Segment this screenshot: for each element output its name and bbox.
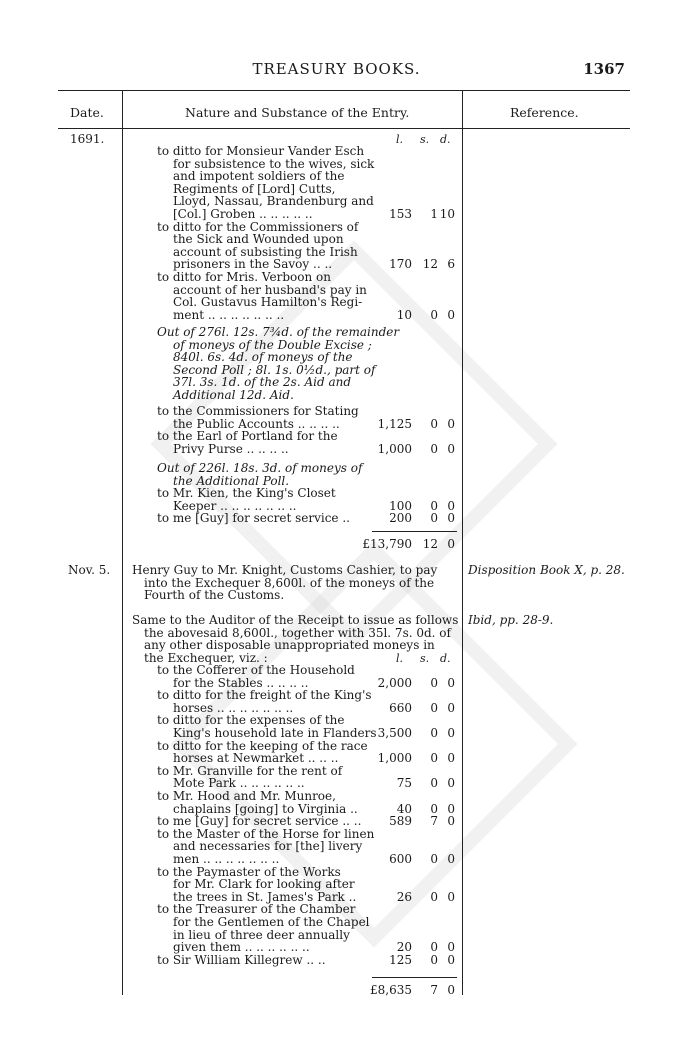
e1-amt-4-shillings: 0 [430,441,438,456]
e1-amt-5-shillings: 0 [430,498,438,513]
e3-amt-3-pence: 0 [447,751,455,766]
e3-amt-10-shillings: 0 [430,952,438,967]
e1-italic-line: Second Poll ; 8l. 1s. 0½d., part of [173,362,376,377]
e3-amt-1-shillings: 0 [430,700,438,715]
e3-amt-1-pounds: 660 [389,700,412,715]
e1-amt-4-pounds: 1,000 [377,441,412,456]
e3-d-head: d. [440,652,451,665]
e3-item-line: to the Paymaster of the Works [157,864,341,879]
e3-item-line: in lieu of three deer annually [173,927,350,942]
e3-amt-9-pounds: 20 [396,940,412,955]
e1-line: Regiments of [Lord] Cutts, [173,181,336,196]
e3-amt-3-pounds: 1,000 [377,751,412,766]
e1-line: to the Earl of Portland for the [157,429,338,444]
col-rule-date [122,90,123,995]
e3-l-head: l. [396,652,404,665]
e1-amt-1-shillings: 12 [422,257,438,272]
e1-italic-line: Out of 226l. 18s. 3d. of moneys of [157,461,363,475]
e3-item-line: men .. .. .. .. .. .. .. [173,852,280,866]
e3-amt-1-pence: 0 [447,700,455,715]
e3-amt-4-shillings: 0 [430,776,438,791]
e3-item-line: for the Stables .. .. .. .. [173,675,309,690]
e1-amt-1-pence: 6 [447,257,455,272]
e1-line: ment .. .. .. .. .. .. .. [173,307,285,322]
e1-line: Lloyd, Nassau, Brandenburg and [173,194,374,209]
e3-amt-8-pence: 0 [447,889,455,904]
e1-d-head: d. [440,133,451,146]
e1-line: the Sick and Wounded upon [173,232,344,247]
e3-item-line: to me [Guy] for secret service .. .. [157,814,362,829]
e3-amt-5-shillings: 0 [430,801,438,816]
e2-line: into the Exchequer 8,600l. of the moneys of the [144,575,435,590]
e3-amt-5-pence: 0 [447,801,455,816]
e1-amt-2-shillings: 0 [430,307,438,322]
e1-total-shillings: 12 [422,537,438,551]
running-head: TREASURY BOOKS. [252,60,421,78]
e1-line: to the Commissioners for Stating [157,404,359,418]
e1-italic-line: Out of 276l. 12s. 7¾d. of the remainder [157,325,400,339]
e3-item-line: to ditto for the expenses of the [157,713,345,728]
e3-item-line: to Mr. Granville for the rent of [157,763,343,778]
e1-total-pence: 0 [447,537,455,551]
e3-item-line: for Mr. Clark for looking after [173,877,355,892]
e1-amt-6-pounds: 200 [389,511,412,526]
e1-amt-3-pounds: 1,125 [377,416,412,431]
e3-item-line: for the Gentlemen of the Chapel [173,915,370,929]
e3-amt-10-pence: 0 [447,952,455,967]
e1-amt-5-pence: 0 [447,498,455,513]
e3-item-line: to the Treasurer of the Chamber [157,902,356,917]
e3-item-line: to the Master of the Horse for linen [157,826,375,841]
e1-line: prisoners in the Savoy .. .. [173,257,333,272]
e3-amt-7-pence: 0 [447,852,455,866]
col-reference-heading: Reference. [510,105,579,120]
e2-line: Henry Guy to Mr. Knight, Customs Cashier, to pay [132,563,438,577]
e3-amt-5-pounds: 40 [396,801,412,816]
e3-total-pounds: £8,635 [370,983,412,997]
e1-italic-line: the Additional Poll. [173,473,290,488]
e1-amt-6-shillings: 0 [430,511,438,526]
e1-line: to ditto for Mris. Verboon on [157,270,331,284]
e3-item-line: to ditto for the keeping of the race [157,738,368,753]
e3-total-pence: 0 [447,983,455,997]
e3-item-line: given them .. .. .. .. .. .. [173,940,310,955]
e1-amt-2-pence: 0 [447,307,455,322]
e2-date: Nov. 5. [68,563,111,577]
e1-line: Privy Purse .. .. .. .. [173,441,289,456]
e1-line: account of her husband's pay in [173,282,367,297]
e2-line: Fourth of the Customs. [144,588,285,603]
e1-sum-rule [372,531,457,532]
e3-s-head: s. [420,652,430,665]
e1-line: Keeper .. .. .. .. .. .. .. [173,498,297,513]
e3-amt-6-pence: 0 [447,814,455,829]
e1-line: and impotent soldiers of the [173,169,345,184]
e1-line: to ditto for the Commissioners of [157,219,359,234]
e3-amt-7-shillings: 0 [430,852,438,866]
e1-italic-line: 37l. 3s. 1d. of the 2s. Aid and [173,375,352,390]
e3-item-line: and necessaries for [the] livery [173,839,363,854]
e1-line: the Public Accounts .. .. .. .. [173,416,340,431]
e3-amt-8-shillings: 0 [430,889,438,904]
e1-amt-3-shillings: 0 [430,416,438,431]
e3-amt-8-pounds: 26 [396,889,412,904]
e3-item-line: to Mr. Hood and Mr. Munroe, [157,789,336,803]
e3-line: Same to the Auditor of the Receipt to issue as follows [132,613,459,627]
e3-amt-6-pounds: 589 [389,814,412,829]
e3-amt-4-pence: 0 [447,776,455,791]
top-rule [58,90,630,91]
e3-amt-9-pence: 0 [447,940,455,955]
e3-total-shillings: 7 [430,983,438,997]
page-number: 1367 [583,60,625,78]
e3-amt-0-pence: 0 [447,675,455,690]
e1-amt-5-pounds: 100 [389,498,412,513]
e1-line: [Col.] Groben .. .. .. .. .. [173,207,313,221]
e3-item-line: to the Cofferer of the Household [157,663,355,677]
e3-item-line: horses .. .. .. .. .. .. .. [173,700,294,715]
e3-item-line: to ditto for the freight of the King's [157,688,372,703]
e3-item-line: to Sir William Killegrew .. .. [157,952,326,967]
e3-line: the Exchequer, viz. : [144,650,268,665]
e3-amt-2-pence: 0 [447,726,455,740]
e3-sum-rule [372,977,457,978]
e3-amt-10-pounds: 125 [389,952,412,967]
e3-item-line: Mote Park .. .. .. .. .. .. [173,776,305,791]
col-rule-ref [462,90,463,995]
e1-amt-0-pounds: 153 [389,207,412,221]
e3-amt-3-shillings: 0 [430,751,438,766]
e1-line: for subsistence to the wives, sick [173,156,375,171]
e1-l-head: l. [396,133,404,146]
e1-line: Col. Gustavus Hamilton's Regi- [173,295,363,310]
e1-line: to me [Guy] for secret service .. [157,511,350,526]
e3-amt-4-pounds: 75 [396,776,412,791]
e2-reference: Disposition Book X, p. 28. [468,563,625,577]
e1-line: to Mr. Kien, the King's Closet [157,486,336,500]
e1-amt-0-pence: 10 [439,207,455,221]
e1-total-pounds: £13,790 [362,537,412,551]
e1-amt-6-pence: 0 [447,511,455,526]
e3-line: the abovesaid 8,600l., together with 35l. 7s. 0d. of [144,625,451,640]
e1-italic-line: 840l. 6s. 4d. of moneys of the [173,350,353,365]
e3-amt-0-pounds: 2,000 [377,675,412,690]
e1-line: to ditto for Monsieur Vander Esch [157,144,365,158]
e1-amt-2-pounds: 10 [396,307,412,322]
e1-amt-0-shillings: 1 [430,207,438,221]
e3-item-line: the trees in St. James's Park .. [173,889,357,904]
e3-amt-7-pounds: 600 [389,852,412,866]
e3-line: any other disposable unappropriated moneys in [144,638,435,653]
e3-amt-0-shillings: 0 [430,675,438,690]
e1-line: account of subsisting the Irish [173,244,358,259]
e3-amt-9-shillings: 0 [430,940,438,955]
year-date: 1691. [70,132,105,146]
e1-s-head: s. [420,133,430,146]
e1-italic-line: Additional 12d. Aid. [173,388,294,402]
e3-reference: Ibid, pp. 28-9. [468,613,554,627]
e3-amt-6-shillings: 7 [430,814,438,829]
e3-amt-2-pounds: 3,500 [377,726,412,740]
col-date-heading: Date. [70,105,104,120]
e1-italic-line: of moneys of the Double Excise ; [173,337,372,352]
e1-amt-4-pence: 0 [447,441,455,456]
col-nature-heading: Nature and Substance of the Entry. [185,105,410,120]
e3-amt-2-shillings: 0 [430,726,438,740]
e1-amt-3-pence: 0 [447,416,455,431]
heading-rule [58,128,630,129]
e3-item-line: chaplains [going] to Virginia .. [173,801,358,816]
e3-item-line: King's household late in Flanders [173,726,377,740]
e3-item-line: horses at Newmarket .. .. .. [173,751,339,766]
e1-amt-1-pounds: 170 [389,257,412,272]
